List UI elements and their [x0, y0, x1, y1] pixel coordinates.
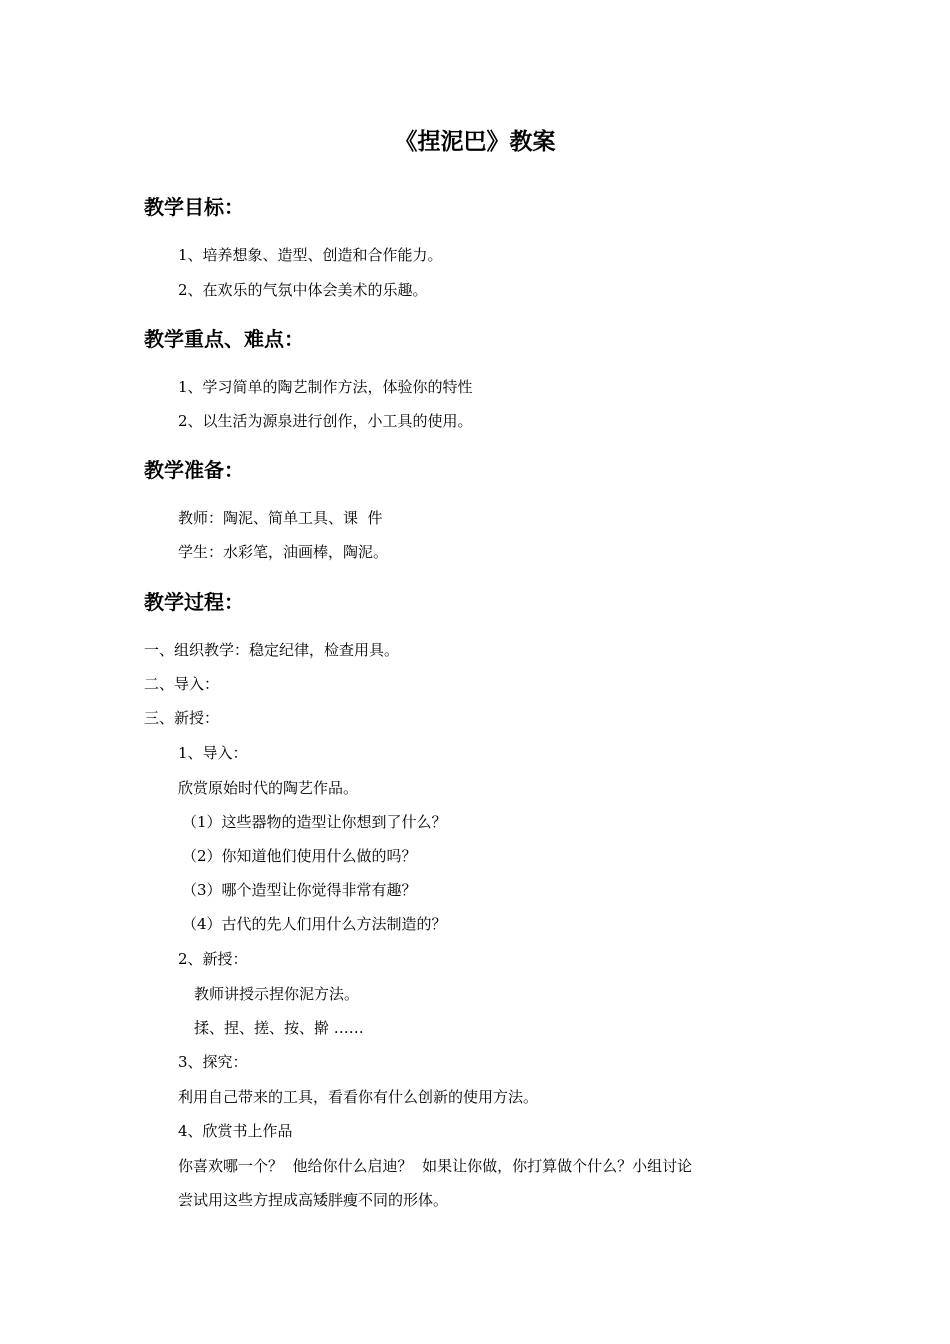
objective-item: 2、在欢乐的气氛中体会美术的乐趣。 [178, 281, 428, 299]
process-question: （1）这些器物的造型让你想到了什么？ [182, 813, 447, 831]
preparation-item: 教师：陶泥、简单工具、课 件 [178, 509, 383, 527]
process-line: 3、探究： [178, 1053, 248, 1071]
process-question: （3）哪个造型让你觉得非常有趣？ [182, 881, 417, 899]
objective-item: 1、培养想象、造型、创造和合作能力。 [178, 246, 443, 264]
process-line: 你喜欢哪一个？ 他给你什么启迪？ 如果让你做，你打算做个什么？小组讨论 [178, 1157, 693, 1175]
key-point-item: 1、学习简单的陶艺制作方法，体验你的特性 [178, 378, 473, 396]
process-question: （4）古代的先人们用什么方法制造的？ [182, 915, 447, 933]
process-heading: 教学过程： [144, 590, 244, 614]
process-line: 4、欣赏书上作品 [178, 1122, 293, 1140]
objectives-heading: 教学目标： [144, 195, 244, 219]
key-points-heading: 教学重点、难点： [144, 327, 304, 351]
preparation-item: 学生：水彩笔，油画棒，陶泥。 [178, 543, 389, 561]
process-line: 揉、捏、搓、按、擀 …… [194, 1019, 364, 1037]
process-question: （2）你知道他们使用什么做的吗？ [182, 847, 417, 865]
key-point-item: 2、以生活为源泉进行创作，小工具的使用。 [178, 412, 473, 430]
process-line: 1、导入： [178, 744, 248, 762]
process-line: 尝试用这些方捏成高矮胖瘦不同的形体。 [178, 1191, 449, 1209]
process-line: 三、新授： [144, 709, 220, 727]
process-line: 教师讲授示捏你泥方法。 [194, 985, 360, 1003]
process-line: 一、组织教学：稳定纪律，检查用具。 [144, 641, 400, 659]
process-line: 利用自己带来的工具，看看你有什么创新的使用方法。 [178, 1088, 539, 1106]
process-line: 二、导入： [144, 675, 220, 693]
preparation-heading: 教学准备： [144, 458, 244, 482]
document-title: 《捏泥巴》教案 [394, 129, 556, 155]
process-line: 2、新授： [178, 950, 248, 968]
process-line: 欣赏原始时代的陶艺作品。 [178, 779, 359, 797]
